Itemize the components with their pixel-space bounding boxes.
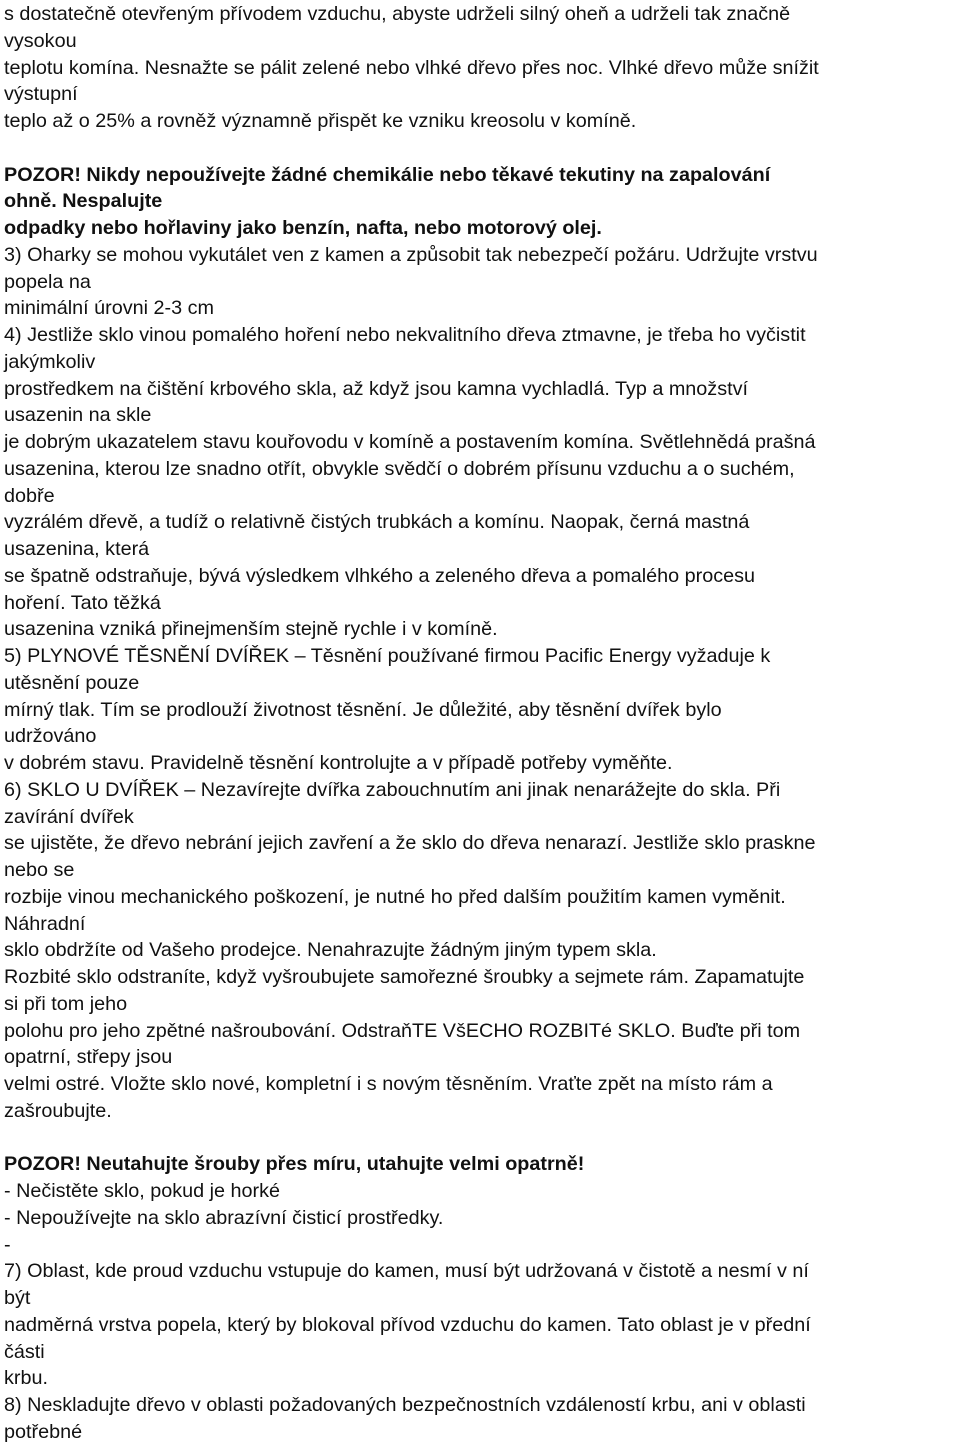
text-line: vysokou [4,29,77,52]
text-line: je dobrým ukazatelem stavu kouřovodu v komíně a postavením komína. Světlehnědá prašná [4,431,816,453]
text-line: opatrní, střepy jsou [4,1046,173,1069]
text-line: - [4,1233,11,1256]
text-line: odpadky nebo hořlaviny jako benzín, nafta, nebo motorový olej. [4,217,602,239]
text-line: - Nepoužívejte na sklo abrazívní čisticí prostředky. [4,1206,444,1229]
text-line: 7) Oblast, kde proud vzduchu vstupuje do kamen, musí být udržovaná v čistotě a nesmí v ní [4,1260,809,1283]
text-line: zavírání dvířek [4,805,134,828]
text-line: být [4,1287,31,1309]
text-line: polohu pro jeho zpětné našroubování. OdstraňTE VšECHO ROZBITé SKLO. Buďte při tom [4,1019,801,1042]
text-line: 4) Jestliže sklo vinou pomalého hoření nebo nekvalitního dřeva ztmavne, je třeba ho vyčistit [4,324,806,346]
text-line: teplo až o 25% a rovněž významně přispět ke vzniku kreosolu v komíně. [4,110,637,132]
text-line: popela na [4,270,91,293]
text-line: Rozbité sklo odstraníte, když vyšroubujete samořezné šroubky a sejmete rám. Zapamatujte [4,966,805,988]
text-line: prostředkem na čištění krbového skla, až když jsou kamna vychladlá. Typ a množství [4,377,748,400]
text-line: sklo obdržíte od Vašeho prodejce. Nenahrazujte žádným jiným typem skla. [4,939,657,962]
text-line: si při tom jeho [4,992,128,1015]
text-line: nebo se [4,859,75,881]
text-line: v dobrém stavu. Pravidelně těsnění kontrolujte a v případě potřeby vyměňte. [4,752,673,774]
text-line: se špatně odstraňuje, bývá výsledkem vlhkého a zeleného dřeva a pomalého procesu [4,564,756,587]
text-line: vyzrálém dřevě, a tudíž o relativně čistých trubkách a komínu. Naopak, černá mastná [4,511,750,534]
text-line: POZOR! Neutahujte šrouby přes míru, utahujte velmi opatrně! [4,1153,585,1176]
text-line: utěsnění pouze [4,671,140,694]
text-line: hoření. Tato těžká [4,591,161,614]
text-line: - Nečistěte sklo, pokud je horké [4,1180,280,1202]
text-line: mírný tlak. Tím se prodlouží životnost těsnění. Je důležité, aby těsnění dvířek bylo [4,698,722,721]
text-line: dobře [4,484,55,507]
text-line: zašroubujte. [4,1099,112,1122]
text-line: 3) Oharky se mohou vykutálet ven z kamen a způsobit tak nebezpečí požáru. Udržujte vrstvu [4,243,818,266]
text-line: potřebné [4,1420,83,1442]
text-line: Náhradní [4,912,86,935]
text-line: teplotu komína. Nesnažte se pálit zelené nebo vlhké dřevo přes noc. Vlhké dřevo může snížit [4,56,819,79]
text-line: udržováno [4,725,97,748]
text-line: krbu. [4,1367,48,1390]
text-line: části [4,1340,45,1363]
text-line: usazenina vzniká přinejmenším stejně rychle i v komíně. [4,618,498,641]
text-line: výstupní [4,83,78,106]
text-line: usazenina, kterou lze snadno otřít, obvykle svědčí o dobrém přísunu vzduchu a o suchém, [4,457,795,480]
text-line: jakýmkoliv [4,350,96,373]
text-line: velmi ostré. Vložte sklo nové, kompletní i s novým těsněním. Vraťte zpět na místo rám a [4,1073,773,1095]
text-line: 6) SKLO U DVÍŘEK – Nezavírejte dvířka zabouchnutím ani jinak nenarážejte do skla. Při [4,778,781,801]
text-line: ohně. Nespalujte [4,190,163,213]
text-line: 8) Neskladujte dřevo v oblasti požadovaných bezpečnostních vzdáleností krbu, ani v oblasti [4,1394,806,1416]
text-line: usazenin na skle [4,404,152,427]
text-line: minimální úrovni 2-3 cm [4,297,214,320]
text-line: POZOR! Nikdy nepoužívejte žádné chemikálie nebo těkavé tekutiny na zapalování [4,163,771,186]
text-line: 5) PLYNOVÉ TĚSNĚNÍ DVÍŘEK – Těsnění používané firmou Pacific Energy vyžaduje k [4,645,771,667]
text-line: usazenina, která [4,538,150,560]
text-line: rozbije vinou mechanického poškození, je nutné ho před dalším použitím kamen vyměnit. [4,885,786,908]
text-line: nadměrná vrstva popela, který by blokoval přívod vzduchu do kamen. Tato oblast je v přední [4,1313,811,1336]
text-line: s dostatečně otevřeným přívodem vzduchu, abyste udrželi silný oheň a udrželi tak značně [4,3,791,25]
text-line: se ujistěte, že dřevo nebrání jejich zavření a že sklo do dřeva nenarazí. Jestliže sklo praskne [4,832,816,855]
